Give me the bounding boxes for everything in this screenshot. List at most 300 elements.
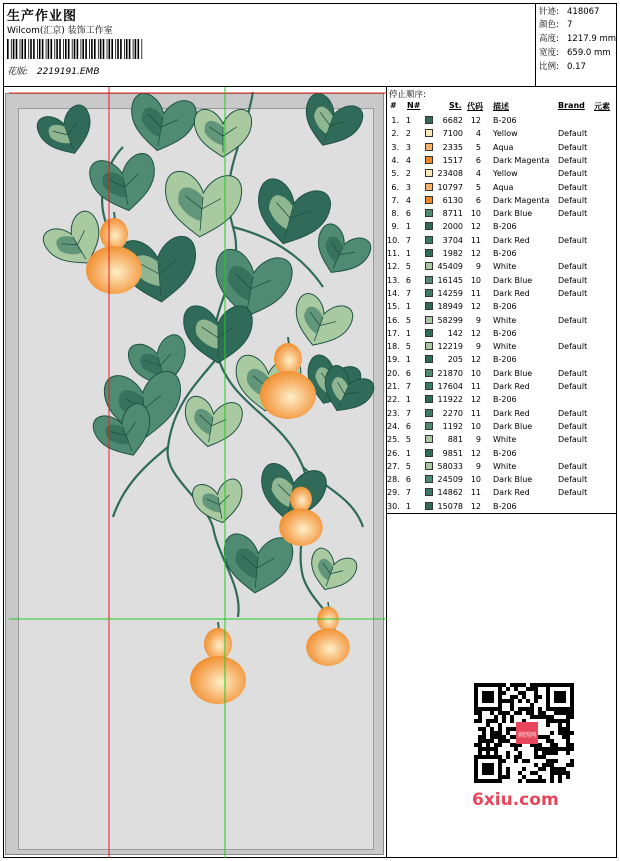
thread-color-swatch [425,169,433,177]
qr-module [538,683,542,687]
qr-module [566,747,570,751]
stat-height: 高度: 1217.9 mm [539,34,617,44]
cell-brand: Default [558,182,588,192]
cell-stitches: 6130 [442,195,463,205]
thread-color-swatch [425,236,433,244]
qr-module [538,743,542,747]
cell-code: 10 [470,475,481,485]
qr-module [522,775,526,779]
barcode-bar [109,39,111,59]
qr-module [490,731,494,735]
qr-module [542,779,546,783]
barcode-bar [46,39,47,59]
qr-module [474,743,478,747]
qr-module [530,715,534,719]
vine-stem [113,447,168,517]
qr-module [482,683,486,687]
qr-module [550,743,554,747]
qr-module [502,759,506,763]
thread-color-swatch [425,342,433,350]
cell-needle: 1 [405,355,411,365]
cell-num: 23. [387,408,400,418]
thread-color-swatch [425,369,433,377]
thread-color-swatch [425,196,433,204]
cell-code: 11 [470,408,481,418]
qr-module [518,755,522,759]
qr-module [554,711,558,715]
color-stop-row [387,447,617,460]
qr-module [490,727,494,731]
qr-module [566,723,570,727]
cell-stitches: 18949 [437,302,463,312]
qr-module [474,707,478,711]
qr-module [490,767,494,771]
col-stitches: St. [449,101,462,110]
cell-needle: 7 [405,235,411,245]
cell-desc: Dark Red [493,408,530,418]
cell-desc: B-206 [493,501,517,511]
qr-module [566,763,570,767]
color-stop-row [387,473,617,486]
thread-color-swatch [425,382,433,390]
qr-module [474,691,478,695]
qr-module [546,707,550,711]
qr-module [530,711,534,715]
cell-code: 12 [470,116,481,125]
qr-module [494,747,498,751]
leaf [162,170,243,240]
qr-module [554,719,558,723]
qr-module [546,763,550,767]
qr-module [498,699,502,703]
qr-module [514,759,518,763]
color-stop-row [387,274,617,287]
col-num: # [390,101,397,110]
qr-module [478,735,482,739]
thread-color-swatch [425,302,433,310]
qr-module [506,751,510,755]
qr-module [490,691,494,695]
qr-module [570,703,574,707]
qr-module [542,747,546,751]
qr-module [506,687,510,691]
qr-module [566,775,570,779]
qr-module [498,767,502,771]
col-element: 元素 [594,102,610,111]
qr-module [478,719,482,723]
cell-needle: 1 [405,222,411,232]
cell-brand: Default [558,475,588,485]
cell-needle: 5 [405,435,411,445]
barcode-bar [138,39,140,59]
qr-module [530,687,534,691]
qr-module [546,699,550,703]
cell-brand: Default [558,421,588,431]
cell-desc: B-206 [493,448,517,458]
qr-module [554,759,558,763]
cell-num: 7. [391,195,399,205]
cell-brand: Default [558,382,588,391]
qr-module [502,775,506,779]
qr-module [570,687,574,691]
qr-module [506,767,510,771]
cell-code: 9 [475,461,481,471]
qr-module [542,763,546,767]
cell-needle: 6 [405,209,411,219]
qr-module [494,715,498,719]
qr-module [478,715,482,719]
cell-stitches: 2000 [442,222,463,232]
page-title: 生产作业图 [7,9,78,24]
qr-module [510,683,514,687]
qr-module [506,755,510,759]
color-stop-row [387,393,617,406]
qr-module [562,699,566,703]
cell-code: 11 [470,382,481,391]
qr-module [550,715,554,719]
cell-brand: Default [558,209,588,219]
qr-module [538,779,542,783]
cell-needle: 7 [405,408,411,418]
qr-module [538,747,542,751]
barcode-bar [82,39,84,59]
qr-module [482,735,486,739]
leaf [125,92,198,156]
cell-brand: Default [558,488,588,498]
barcode-bar [11,39,12,59]
cell-code: 6 [475,195,481,205]
qr-module [502,715,506,719]
cell-desc: Dark Blue [493,421,533,431]
qr-module [522,767,526,771]
qr-module [570,695,574,699]
qr-module [550,719,554,723]
qr-module [478,739,482,743]
qr-module [550,779,554,783]
barcode-bar [51,39,53,59]
gourd [260,337,316,419]
color-list-heading: 停止顺序: [389,90,426,100]
barcode-bar [30,39,32,59]
barcode-bar [22,39,24,59]
cell-desc: B-206 [493,395,517,405]
qr-module [566,751,570,755]
barcode-bar [33,39,35,59]
qr-module [498,775,502,779]
qr-module [546,703,550,707]
qr-module [550,707,554,711]
leaf [88,152,161,216]
cell-needle: 1 [405,302,411,312]
cell-desc: B-206 [493,328,517,338]
qr-module [566,707,570,711]
cell-needle: 1 [405,448,411,458]
qr-module [562,767,566,771]
thread-color-swatch [425,462,433,470]
qr-module [506,771,510,775]
qr-module [534,699,538,703]
qr-module [526,711,530,715]
thread-color-swatch [425,183,433,191]
qr-module [530,779,534,783]
cell-needle: 1 [405,116,411,125]
qr-module [478,727,482,731]
qr-module [494,707,498,711]
qr-module [542,755,546,759]
qr-module [554,751,558,755]
cell-needle: 6 [405,275,411,285]
cell-desc: White [493,262,517,272]
qr-module [566,711,570,715]
cell-stitches: 14862 [437,488,463,498]
qr-module [518,699,522,703]
barcode-bar [77,39,79,59]
qr-module [566,727,570,731]
qr-module [558,771,562,775]
cell-needle: 5 [405,461,411,471]
barcode-bar [129,39,131,59]
qr-module [486,739,490,743]
qr-module [490,707,494,711]
thread-color-swatch [425,209,433,217]
cell-code: 12 [470,448,481,458]
qr-module [542,715,546,719]
qr-module [554,683,558,687]
color-stop-row [387,181,617,194]
header [3,3,536,87]
color-stop-row [387,460,617,473]
qr-module [510,699,514,703]
qr-module [542,683,546,687]
cell-needle: 1 [405,395,411,405]
qr-module [550,683,554,687]
qr-module [514,695,518,699]
qr-module [490,711,494,715]
cell-brand: Default [558,262,588,272]
barcode-bar [56,39,58,59]
qr-module [562,711,566,715]
cell-brand: Default [558,435,588,445]
qr-module [474,771,478,775]
cell-code: 11 [470,235,481,245]
cell-code: 11 [470,488,481,498]
color-stop-row [387,194,617,207]
design-file-label: 花版: [7,67,29,77]
leaves [34,91,377,598]
cell-stitches: 205 [447,355,463,365]
cell-desc: Dark Red [493,488,530,498]
qr-module [498,735,502,739]
cell-needle: 3 [405,182,411,192]
cell-code: 6 [475,155,481,165]
qr-module [550,771,554,775]
color-stop-row [387,154,617,167]
qr-module [482,739,486,743]
qr-module [518,751,522,755]
qr-module [474,711,478,715]
qr-module [510,703,514,707]
qr-module [506,775,510,779]
cell-desc: Yellow [493,169,518,179]
qr-module [518,683,522,687]
qr-module [562,771,566,775]
qr-module [562,683,566,687]
cell-code: 9 [475,315,481,325]
cell-desc: Dark Red [493,382,530,391]
gourd [306,602,350,666]
cell-stitches: 10797 [437,182,463,192]
qr-module [566,739,570,743]
cell-stitches: 16145 [437,275,463,285]
qr-module [558,727,562,731]
qr-module [498,691,502,695]
qr-module [558,719,562,723]
color-stop-row [387,353,617,366]
color-stop-row [387,340,617,353]
qr-module [494,779,498,783]
cell-needle: 6 [405,475,411,485]
barcode-bar [63,39,64,59]
qr-module [498,743,502,747]
cell-num: 21. [387,382,400,391]
cell-code: 12 [470,355,481,365]
thread-color-swatch [425,156,433,164]
cell-code: 10 [470,421,481,431]
qr-module [538,707,542,711]
qr-module [498,707,502,711]
qr-module [566,735,570,739]
qr-module [486,771,490,775]
cell-desc: Yellow [493,129,518,139]
cell-num: 20. [387,368,400,378]
cell-desc: White [493,461,517,471]
qr-module [554,747,558,751]
col-code: 代码 [467,102,483,111]
color-stop-row [387,433,617,446]
cell-num: 24. [387,421,400,431]
barcode-bar [37,39,38,59]
cell-num: 22. [387,395,400,405]
qr-module [486,707,490,711]
qr-module [514,711,518,715]
qr-module [494,719,498,723]
qr-module [534,683,538,687]
studio-name: Wilcom(汇京) 装饰工作室 [7,26,113,36]
qr-module [498,683,502,687]
color-stop-row [387,420,617,433]
qr-module [566,731,570,735]
watermark-logo: 6xiu.com [472,790,559,810]
qr-module [498,723,502,727]
cell-code: 10 [470,209,481,219]
qr-module [498,739,502,743]
qr-module [546,715,550,719]
cell-desc: B-206 [493,355,517,365]
qr-module [526,687,530,691]
qr-module [486,747,490,751]
cell-stitches: 1192 [442,421,463,431]
qr-module [530,771,534,775]
qr-module [562,695,566,699]
qr-module [550,747,554,751]
qr-module [538,711,542,715]
barcode-bar [126,39,128,59]
qr-module [550,767,554,771]
qr-module [482,731,486,735]
qr-module [522,707,526,711]
qr-module [534,695,538,699]
barcode-bar [48,39,50,59]
color-stop-row [387,407,617,420]
cell-needle: 2 [405,169,411,179]
qr-module [482,727,486,731]
qr-module [482,699,486,703]
qr-module [566,771,570,775]
cell-needle: 4 [405,195,411,205]
cell-desc: Aqua [493,182,514,192]
qr-module [490,683,494,687]
barcode-bar [89,39,90,59]
qr-module [502,735,506,739]
thread-color-swatch [425,422,433,430]
qr-module [498,771,502,775]
barcode-image [7,39,145,59]
cell-desc: Dark Red [493,235,530,245]
qr-module [526,707,530,711]
qr-module [490,739,494,743]
qr-module [550,731,554,735]
color-list-header [387,101,617,113]
thread-color-swatch [425,129,433,137]
design-file-name: 2219191.EMB [36,67,100,77]
qr-module [494,743,498,747]
qr-module [546,739,550,743]
cell-stitches: 1982 [442,249,463,258]
cell-stitches: 3704 [442,235,463,245]
qr-module [474,683,478,687]
qr-module [566,743,570,747]
cell-needle: 6 [405,368,411,378]
cell-brand: Default [558,155,588,165]
qr-module [474,687,478,691]
qr-module [478,755,482,759]
qr-module [550,739,554,743]
color-stop-row [387,300,617,313]
cell-code: 9 [475,262,481,272]
cell-needle: 2 [405,129,411,139]
cell-code: 9 [475,435,481,445]
qr-module [534,763,538,767]
cell-num: 8. [391,209,399,219]
qr-module [562,707,566,711]
qr-module [498,703,502,707]
qr-module [498,755,502,759]
qr-module [510,695,514,699]
cell-needle: 5 [405,262,411,272]
stat-scale: 比例: 0.17 [539,62,586,72]
barcode-bar [107,39,108,59]
qr-module [506,739,510,743]
qr-module [538,767,542,771]
qr-module [474,779,478,783]
cell-code: 12 [470,328,481,338]
cell-num: 1. [391,116,399,125]
cell-num: 6. [391,182,399,192]
qr-module [514,755,518,759]
cell-desc: Dark Blue [493,475,533,485]
qr-module [570,763,574,767]
cell-brand: Default [558,195,588,205]
